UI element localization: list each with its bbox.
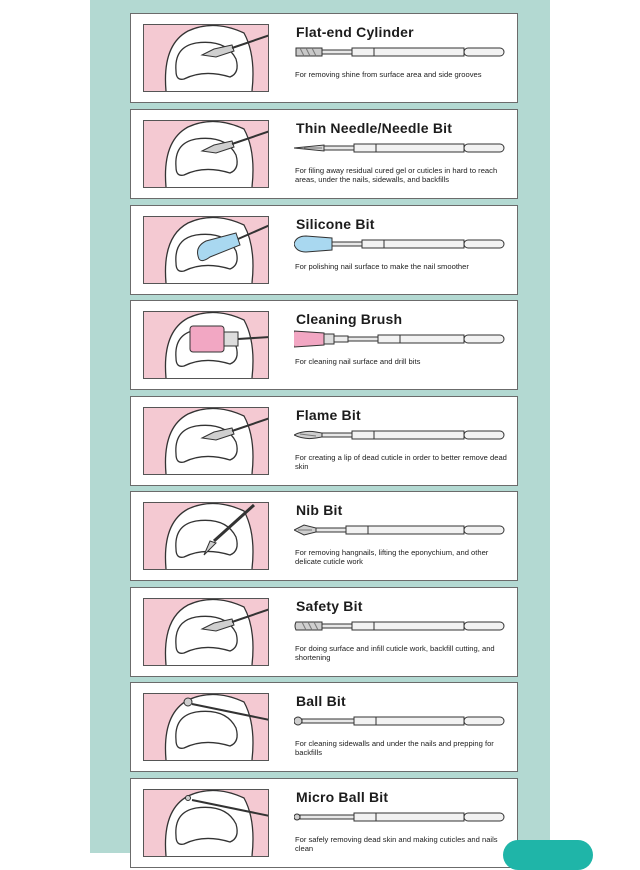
nail-illustration xyxy=(143,502,269,570)
bit-title: Flame Bit xyxy=(296,407,361,423)
bit-card xyxy=(130,109,518,199)
bit-title: Flat-end Cylinder xyxy=(296,24,414,40)
bit-description: For filing away residual cured gel or cuticles in hard to reach areas, under the nails, sidewalls, and backfills xyxy=(295,166,498,184)
nail-illustration xyxy=(143,789,269,857)
nail-illustration xyxy=(143,311,269,379)
bit-description: For creating a lip of dead cuticle in order to better remove dead skin xyxy=(295,453,507,471)
drill-bit-icon xyxy=(294,520,509,540)
drill-bit-icon xyxy=(294,234,509,254)
nail-illustration xyxy=(143,598,269,666)
bit-description: For doing surface and infill cuticle work, backfill cutting, and shortening xyxy=(295,644,495,662)
nail-illustration xyxy=(143,693,269,761)
bit-card xyxy=(130,300,518,390)
drill-bit-icon xyxy=(294,42,509,62)
drill-bit-icon xyxy=(294,329,509,349)
bit-card xyxy=(130,682,518,772)
bit-description: For removing hangnails, lifting the eponychium, and other delicate cuticle work xyxy=(295,548,489,566)
nail-illustration xyxy=(143,216,269,284)
bit-card xyxy=(130,587,518,677)
bit-card xyxy=(130,491,518,581)
drill-bit-icon xyxy=(294,807,509,827)
bit-title: Thin Needle/Needle Bit xyxy=(296,120,453,136)
bit-description: For safely removing dead skin and making cuticles and nails clean xyxy=(295,835,498,853)
drill-bit-icon xyxy=(294,138,509,158)
bit-title: Ball Bit xyxy=(296,693,346,709)
drill-bit-icon xyxy=(294,616,509,636)
drill-bit-icon xyxy=(294,425,509,445)
nail-illustration xyxy=(143,120,269,188)
nail-illustration xyxy=(143,407,269,475)
bit-title: Micro Ball Bit xyxy=(296,789,389,805)
drill-bit-icon xyxy=(294,711,509,731)
bit-description: For cleaning nail surface and drill bits xyxy=(295,357,421,366)
bit-title: Nib Bit xyxy=(296,502,343,518)
bit-title: Safety Bit xyxy=(296,598,363,614)
bit-description: For polishing nail surface to make the nail smoother xyxy=(295,262,469,271)
bit-card xyxy=(130,13,518,103)
bit-description: For removing shine from surface area and side grooves xyxy=(295,70,482,79)
bit-title: Silicone Bit xyxy=(296,216,375,232)
nail-illustration xyxy=(143,24,269,92)
bit-card xyxy=(130,205,518,295)
bit-description: For cleaning sidewalls and under the nails and prepping for backfills xyxy=(295,739,494,757)
floating-action-button[interactable] xyxy=(503,840,593,870)
bit-card xyxy=(130,396,518,486)
bit-title: Cleaning Brush xyxy=(296,311,403,327)
bit-card xyxy=(130,778,518,868)
